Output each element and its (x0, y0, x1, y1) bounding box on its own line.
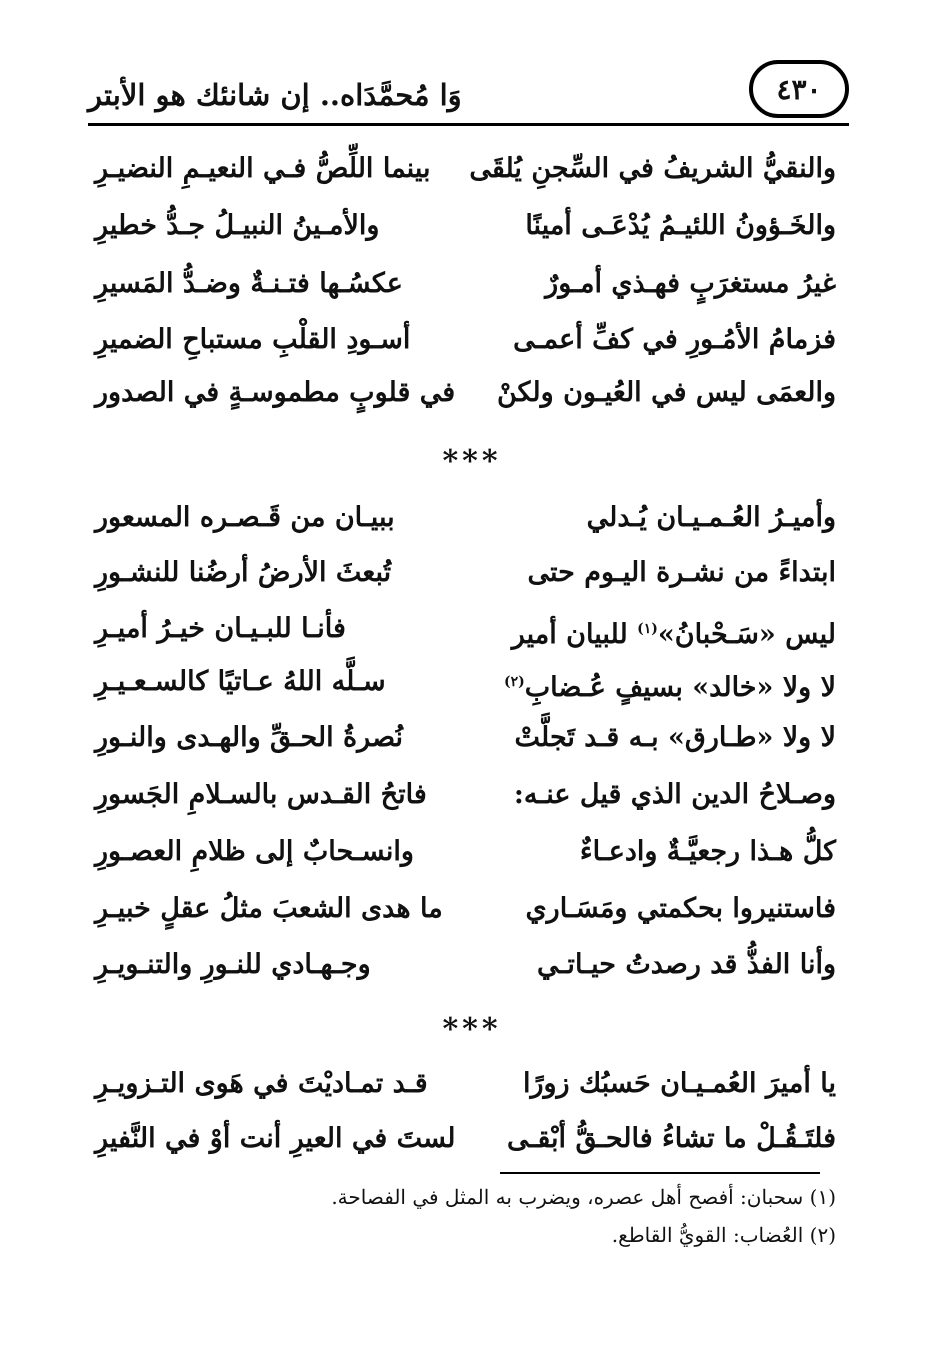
verse-second-hemistich: وانسـحابٌ إلى ظلامِ العصـورِ (95, 836, 414, 867)
verse-second-hemistich: ما هدى الشعبَ مثلُ عقلٍ خبيـرِ (95, 893, 443, 924)
verse-text: لا ولا «خالد» بسيفٍ عُـضابِ (524, 672, 836, 703)
verse-second-hemistich: سـلَّه اللهُ عـاتيًا كالسـعـيـرِ (95, 666, 386, 697)
verse-first-hemistich: كلُّ هـذا رجعيَّـةٌ وادعـاءٌ (579, 836, 836, 867)
verse (95, 204, 836, 248)
header-rule (88, 123, 849, 126)
verse (95, 716, 836, 760)
verse-text: للبيان أمير (511, 619, 638, 650)
verse-second-hemistich: لستَ في العيرِ أنت أوْ في النَّفيرِ (95, 1123, 456, 1154)
verse-first-hemistich: غيرُ مستغرَبٍ فهـذي أمـورٌ (545, 268, 836, 299)
footnote: (١) سحبان: أفصح أهل عصره، ويضرب به المثل في الفصاحة. (331, 1185, 836, 1209)
verse-first-hemistich: يا أميرَ العُمـيـان حَسبُك زورًا (522, 1068, 836, 1099)
verse (95, 318, 836, 362)
verse (95, 1117, 836, 1161)
page-number: ٤٣٠ (776, 72, 822, 106)
footnote-ref: (٢) (503, 674, 525, 690)
verse-second-hemistich: والأمـينُ النبيـلُ جـدُّ خطيرِ (95, 210, 380, 241)
footnote-rule (500, 1172, 820, 1174)
verse-second-hemistich: نُصرةُ الحـقِّ والهـدى والنـورِ (95, 722, 403, 753)
verse-first-hemistich: ابتداءً من نشـرة اليـوم حتى (527, 557, 836, 588)
verse-second-hemistich: وجـهـادي للنـورِ والتنـويـرِ (95, 949, 371, 980)
verse (95, 262, 836, 306)
verse-first-hemistich: فزمامُ الأمُـورِ في كفِّ أعمـى (513, 324, 836, 355)
verse-second-hemistich: عكسُـها فتـنـةٌ وضـدُّ المَسيرِ (95, 268, 403, 299)
verse-first-hemistich: وأميـرُ العُـمـيـان يُـدلي (586, 502, 836, 533)
verse (95, 773, 836, 817)
section-separator: *** (442, 1012, 502, 1047)
verse (95, 1062, 836, 1106)
running-title: وَا مُحمَّدَاه.. إن شانئك هو الأبتر (88, 78, 462, 112)
verse-first-hemistich: لا ولا «طـارق» بـه قـد تَجلَّتْ (514, 722, 836, 753)
verse-first-hemistich: والخَـؤونُ اللئيـمُ يُدْعَـى أمينًا (525, 210, 836, 241)
verse-first-hemistich (512, 607, 836, 657)
verse-first-hemistich (504, 660, 836, 710)
footnote: (٢) العُضاب: القويُّ القاطع. (611, 1223, 836, 1247)
verse (95, 147, 836, 191)
verse-second-hemistich: ببيـان من قَـصـره المسعور (95, 502, 395, 533)
verse-first-hemistich: وصـلاحُ الدين الذي قيل عنـه: (513, 779, 836, 810)
verse-first-hemistich: فلتَـقُـلْ ما تشاءُ فالحـقُّ أبْقـى (506, 1123, 836, 1154)
verse-second-hemistich: في قلوبٍ مطموسـةٍ في الصدور (95, 377, 456, 408)
verse-second-hemistich: فأنـا للبـيـان خيـرُ أميـرِ (95, 613, 346, 644)
verse-second-hemistich: بينما اللِّصُّ فـي النعيـمِ النضيـرِ (95, 153, 431, 184)
verse (95, 607, 836, 651)
page-header (88, 60, 849, 130)
verse-second-hemistich: قـد تمـاديْتَ في هَوى التـزويـرِ (95, 1068, 428, 1099)
verse-second-hemistich: تُبعثَ الأرضُ أرضُنا للنشـورِ (95, 557, 392, 588)
verse (95, 887, 836, 931)
verse (95, 551, 836, 595)
verse (95, 943, 836, 987)
verse-second-hemistich: أسـودِ القلْبِ مستباحِ الضميرِ (95, 324, 411, 355)
verse-text: ليس «سَـحْبانُ» (657, 619, 836, 650)
section-separator: *** (442, 444, 502, 479)
page-number-badge (749, 60, 849, 118)
verse-first-hemistich: والنقيُّ الشريفُ في السِّجنِ يُلقَى (469, 153, 836, 184)
verse-first-hemistich: والعمَى ليس في العُيـون ولكنْ (496, 377, 836, 408)
verse-first-hemistich: فاستنيروا بحكمتي ومَسَـاري (525, 893, 836, 924)
verse-first-hemistich: وأنا الفذُّ قد رصدتُ حيـاتـي (537, 949, 836, 980)
footnote-ref: (١) (637, 621, 658, 637)
verse (95, 830, 836, 874)
verse (95, 496, 836, 540)
verse (95, 371, 836, 415)
verse-second-hemistich: فاتحُ القـدس بالسـلامِ الجَسورِ (95, 779, 427, 810)
verse (95, 660, 836, 704)
